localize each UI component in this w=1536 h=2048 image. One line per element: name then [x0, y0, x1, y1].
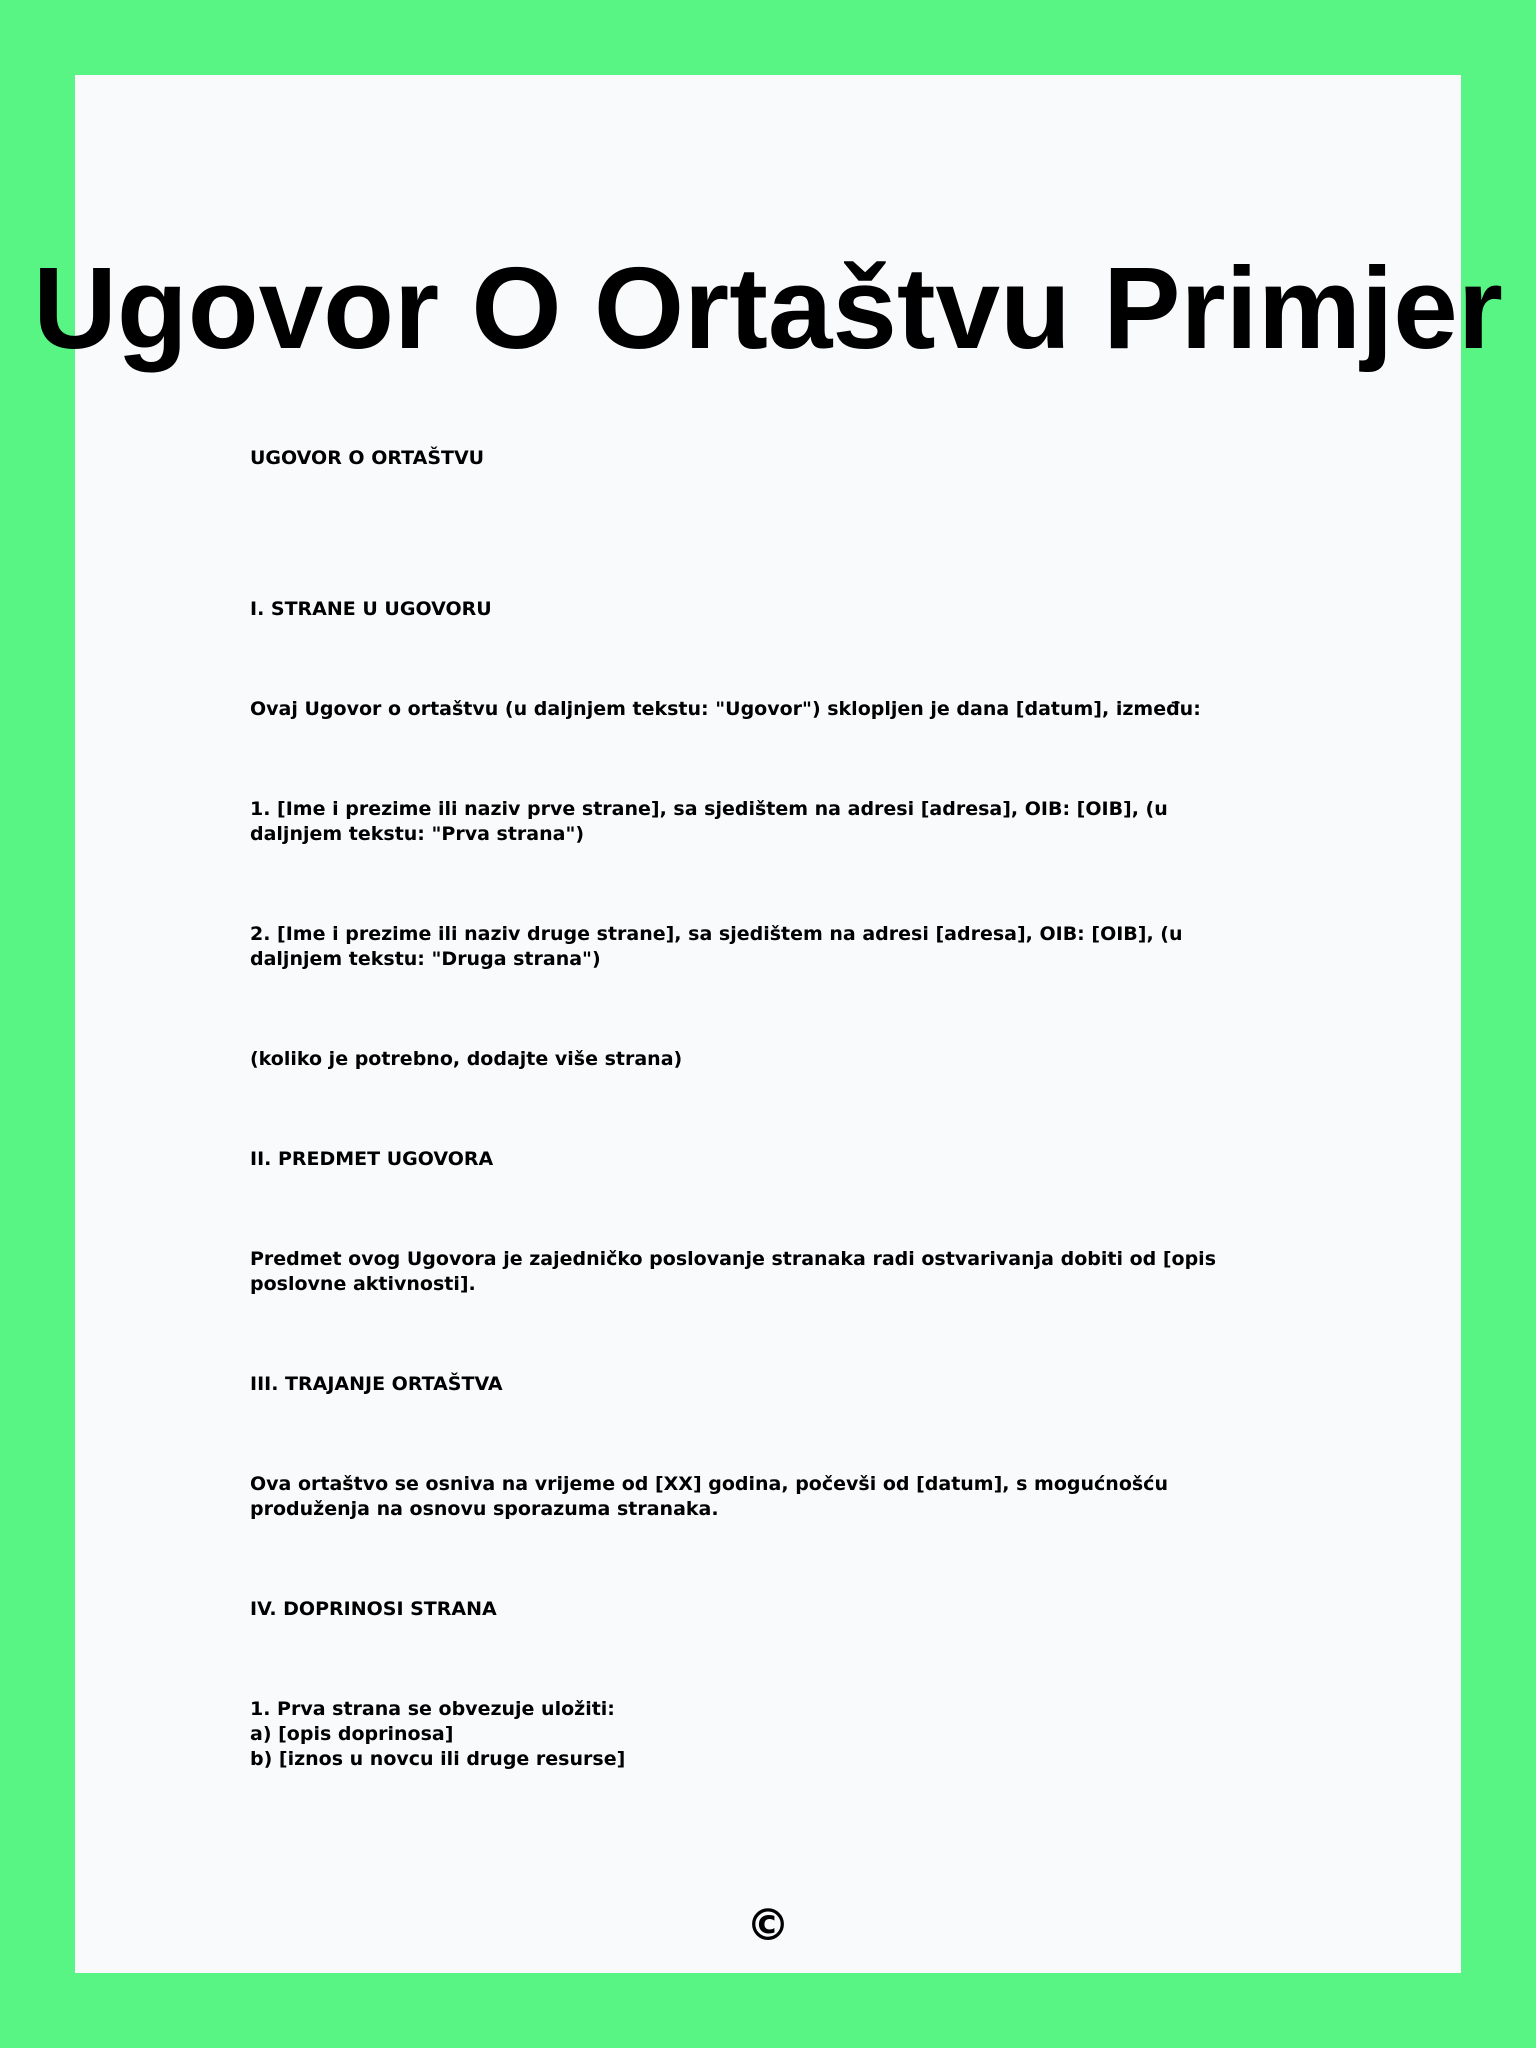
section-heading-duration: III. TRAJANJE ORTAŠTVA	[250, 1373, 503, 1395]
paragraph-second-party: 2. [Ime i prezime ili naziv druge strane], sa sjedištem na adresi [adresa], OIB: [OIB], (u daljnjem tekstu: "Druga strana")	[250, 923, 1183, 970]
paragraph-subject: Predmet ovog Ugovora je zajedničko poslovanje stranaka radi ostvarivanja dobiti od [opis poslovne aktivnosti].	[250, 1248, 1217, 1295]
paragraph-duration: Ova ortaštvo se osniva na vrijeme od [XX] godina, počevši od [datum], s mogućnošću produženja na osnovu sporazuma stranaka.	[250, 1473, 1168, 1520]
paragraph-more-parties-note: (koliko je potrebno, dodajte više strana)	[250, 1048, 683, 1070]
section-heading-parties: I. STRANE U UGOVORU	[250, 598, 492, 620]
section-heading-contributions: IV. DOPRINOSI STRANA	[250, 1598, 497, 1620]
paragraph-first-party-contributions: 1. Prva strana se obvezuje uložiti: a) [opis doprinosa] b) [iznos u novcu ili druge resurse]	[250, 1698, 626, 1770]
paragraph-intro: Ovaj Ugovor o ortaštvu (u daljnjem tekstu: "Ugovor") sklopljen je dana [datum], između:	[250, 698, 1201, 720]
copyright-symbol: ©	[746, 1900, 790, 1951]
contract-heading: UGOVOR O ORTAŠTVU	[250, 447, 485, 469]
document-title: Ugovor O Ortaštvu Primjer	[33, 243, 1503, 373]
paragraph-first-party: 1. [Ime i prezime ili naziv prve strane], sa sjedištem na adresi [adresa], OIB: [OIB], (u daljnjem tekstu: "Prva strana")	[250, 798, 1168, 845]
section-heading-subject: II. PREDMET UGOVORA	[250, 1148, 494, 1170]
